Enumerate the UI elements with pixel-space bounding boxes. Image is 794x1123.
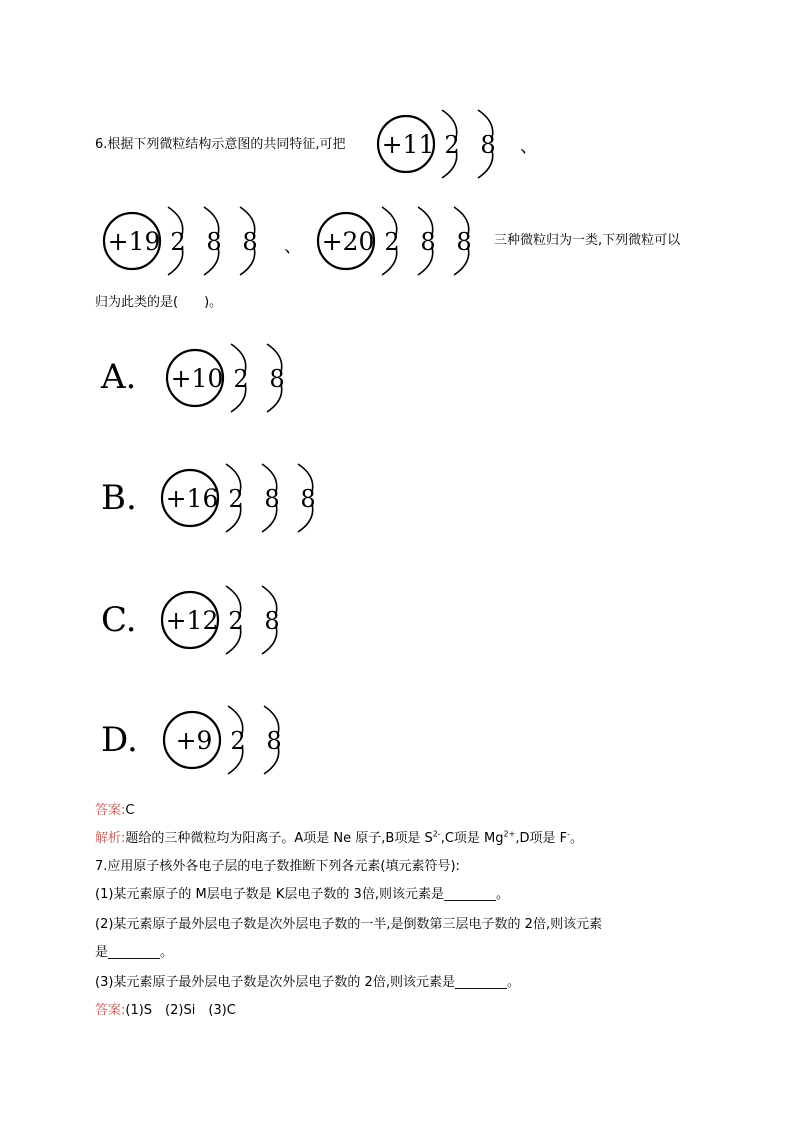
electron-count-label: 8	[300, 485, 316, 513]
nucleus-charge-label: +10	[170, 364, 224, 393]
q6-explain-text-b: ,C项是 Mg	[440, 831, 504, 846]
electron-count-label: 8	[206, 228, 222, 256]
option-a-letter: A.	[101, 357, 137, 397]
option-d-atom-diagram	[162, 704, 312, 776]
electron-count-label: 8	[264, 607, 280, 635]
option-c-letter: C.	[101, 600, 137, 640]
option-c-atom-diagram	[160, 584, 310, 656]
electron-count-label: 8	[420, 228, 436, 256]
atom-diagram-given-3	[316, 205, 496, 277]
q6-explain-sup-1: 2-	[432, 829, 441, 839]
option-b-letter: B.	[101, 478, 137, 518]
atom-diagram-given-2	[102, 205, 282, 277]
electron-count-label: 8	[269, 365, 285, 393]
q6-stem-c: 归为此类的是( )。	[95, 295, 223, 310]
nucleus-charge-label: +9	[175, 726, 213, 755]
electron-count-label: 2	[228, 485, 244, 513]
nucleus-charge-label: +12	[165, 606, 219, 635]
option-a-atom-diagram	[165, 342, 315, 414]
q6-explanation	[95, 830, 583, 848]
electron-count-label: 8	[242, 228, 258, 256]
q6-explain-text-d: 。	[569, 831, 583, 846]
electron-count-label: 2	[170, 228, 186, 256]
atom-diagram-given-1	[376, 108, 526, 180]
electron-count-label: 8	[264, 485, 280, 513]
q7-part-3: (3)某元素原子最外层电子数是次外层电子数的 2倍,则该元素是________。	[95, 975, 520, 990]
electron-count-label: 8	[266, 727, 282, 755]
electron-count-label: 8	[456, 228, 472, 256]
q6-answer-value: C	[125, 803, 135, 818]
q7-part-1: (1)某元素原子的 M层电子数是 K层电子数的 3倍,则该元素是________。	[95, 887, 509, 902]
q6-explain-label: 解析:	[95, 831, 126, 846]
nucleus-charge-label: +20	[321, 227, 375, 256]
q6-answer	[95, 802, 134, 820]
q7-answer	[95, 1002, 236, 1020]
q7-answer-label: 答案:	[95, 1003, 126, 1018]
q6-stem-b: 三种微粒归为一类,下列微粒可以	[494, 233, 681, 248]
electron-count-label: 2	[230, 727, 246, 755]
q7-part-2-line-1: (2)某元素原子最外层电子数是次外层电子数的一半,是倒数第三层电子数的 2倍,则该元素	[95, 917, 603, 932]
nucleus-charge-label: +16	[165, 484, 219, 513]
q7-answer-value: (1)S (2)Si (3)C	[125, 1003, 236, 1018]
q6-explain-text-a: 题给的三种微粒均为阳离子。A项是 Ne 原子,B项是 S	[125, 831, 433, 846]
electron-count-label: 8	[480, 131, 496, 159]
q6-explain-sup-3: -	[567, 829, 570, 839]
electron-count-label: 2	[384, 228, 400, 256]
nucleus-charge-label: +19	[107, 227, 161, 256]
option-d-letter: D.	[101, 720, 138, 760]
option-b-atom-diagram	[160, 462, 340, 534]
q6-explain-text-c: ,D项是 F	[515, 831, 568, 846]
q6-separator-1: 、	[520, 136, 538, 157]
q7-stem: 7.应用原子核外各电子层的电子数推断下列各元素(填元素符号):	[95, 859, 460, 874]
electron-count-label: 2	[444, 131, 460, 159]
q6-stem-a: 6.根据下列微粒结构示意图的共同特征,可把	[95, 137, 346, 152]
electron-count-label: 2	[228, 607, 244, 635]
q7-part-2-line-2: 是________。	[95, 945, 174, 960]
q6-explain-sup-2: 2+	[503, 829, 516, 839]
q6-separator-2: 、	[284, 236, 302, 257]
q6-answer-label: 答案:	[95, 803, 126, 818]
electron-count-label: 2	[233, 365, 249, 393]
nucleus-charge-label: +11	[381, 130, 435, 159]
